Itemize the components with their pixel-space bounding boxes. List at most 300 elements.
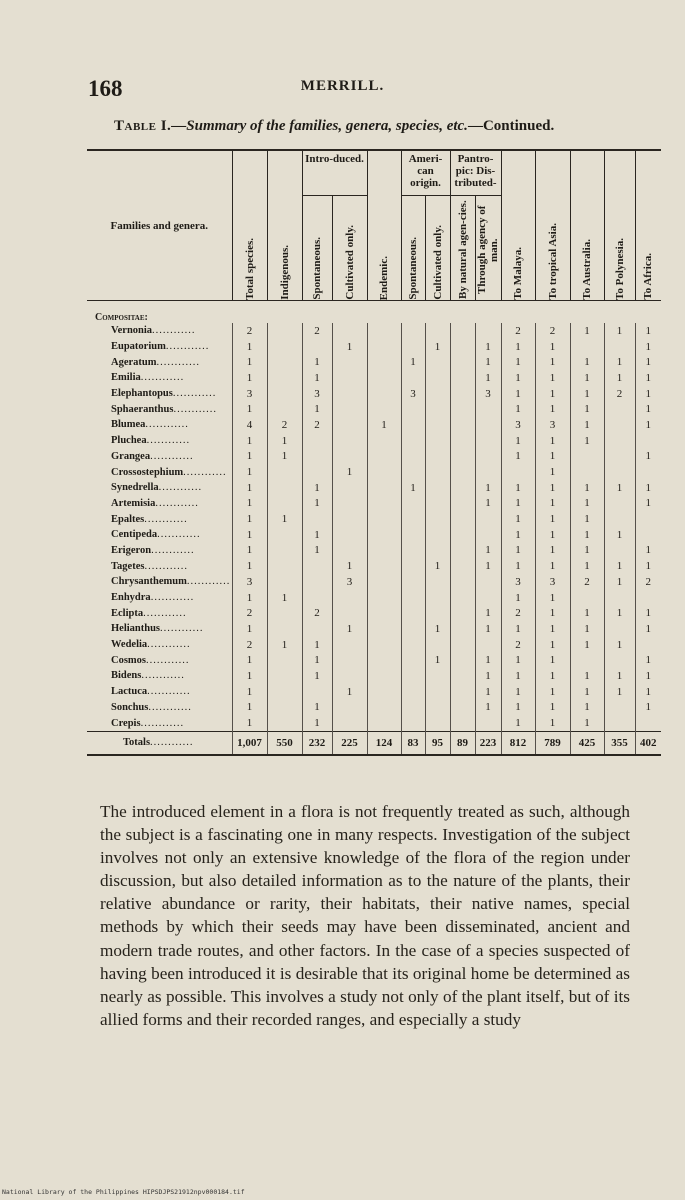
col-endemic: Endemic.: [367, 150, 401, 301]
total-value-cell: 402: [635, 731, 661, 755]
value-cell: [475, 527, 501, 543]
genus-name-cell: [87, 339, 232, 355]
leader-dots: ............: [147, 639, 191, 651]
table-header: [87, 150, 661, 301]
genus-name-cell: [87, 354, 232, 370]
value-cell: [267, 339, 302, 355]
value-cell: 1: [232, 354, 267, 370]
value-cell: 1: [604, 354, 635, 370]
value-cell: [332, 668, 367, 684]
value-cell: 1: [501, 401, 535, 417]
value-cell: 1: [267, 433, 302, 449]
value-cell: [367, 668, 401, 684]
value-cell: 3: [232, 574, 267, 590]
leader-dots: ............: [160, 623, 204, 635]
value-cell: [604, 700, 635, 716]
page-number: 168: [88, 76, 123, 101]
genus-name: Eupatorium: [111, 341, 166, 353]
value-cell: [604, 339, 635, 355]
value-cell: 1: [570, 668, 604, 684]
value-cell: 1: [604, 480, 635, 496]
value-cell: 1: [604, 668, 635, 684]
value-cell: 1: [604, 684, 635, 700]
value-cell: [267, 496, 302, 512]
leader-dots: ............: [145, 419, 189, 431]
value-cell: [367, 558, 401, 574]
value-cell: 3: [535, 417, 570, 433]
value-cell: 1: [232, 527, 267, 543]
table-row: [87, 543, 661, 559]
value-cell: [425, 449, 450, 465]
value-cell: [450, 668, 475, 684]
table-row: [87, 527, 661, 543]
value-cell: [401, 590, 425, 606]
value-cell: 2: [535, 323, 570, 339]
table-row: [87, 401, 661, 417]
value-cell: 1: [635, 386, 661, 402]
value-cell: [267, 386, 302, 402]
value-cell: [367, 590, 401, 606]
value-cell: [570, 339, 604, 355]
value-cell: [367, 401, 401, 417]
value-cell: 1: [570, 386, 604, 402]
genus-name: Helianthus: [111, 623, 161, 635]
value-cell: [604, 417, 635, 433]
caption-label: Table I.: [114, 118, 172, 134]
value-cell: [401, 511, 425, 527]
value-cell: 1: [475, 354, 501, 370]
value-cell: 1: [232, 464, 267, 480]
value-cell: [302, 339, 332, 355]
caption-title: —Summary of the families, genera, species, etc.: [171, 118, 468, 134]
value-cell: [450, 558, 475, 574]
value-cell: [425, 354, 450, 370]
genus-name-cell: [87, 574, 232, 590]
value-cell: 2: [232, 323, 267, 339]
value-cell: [570, 652, 604, 668]
genus-name: Emilia: [111, 372, 141, 384]
value-cell: 1: [475, 543, 501, 559]
value-cell: [425, 637, 450, 653]
value-cell: [475, 715, 501, 731]
value-cell: [367, 449, 401, 465]
value-cell: [367, 354, 401, 370]
value-cell: [450, 700, 475, 716]
total-value-cell: 124: [367, 731, 401, 755]
value-cell: 1: [232, 401, 267, 417]
value-cell: 1: [501, 433, 535, 449]
value-cell: [401, 323, 425, 339]
value-cell: [332, 652, 367, 668]
genus-name-cell: [87, 543, 232, 559]
genus-name: Crepis: [111, 717, 141, 729]
value-cell: [450, 621, 475, 637]
value-cell: [425, 668, 450, 684]
value-cell: 1: [232, 558, 267, 574]
value-cell: 1: [635, 621, 661, 637]
genus-name-cell: [87, 715, 232, 731]
value-cell: 1: [501, 527, 535, 543]
value-cell: 1: [332, 464, 367, 480]
value-cell: 1: [501, 449, 535, 465]
value-cell: [367, 605, 401, 621]
genus-name-cell: [87, 700, 232, 716]
value-cell: 2: [302, 323, 332, 339]
leader-dots: ............: [172, 388, 217, 400]
value-cell: 1: [232, 370, 267, 386]
value-cell: 1: [425, 621, 450, 637]
value-cell: 2: [570, 574, 604, 590]
value-cell: 1: [425, 339, 450, 355]
scan-footer: National Library of the Philippines HIPSDJPS21912npv000184.tif: [2, 1188, 245, 1196]
genus-name-cell: [87, 684, 232, 700]
value-cell: [367, 527, 401, 543]
value-cell: [332, 605, 367, 621]
value-cell: [367, 715, 401, 731]
value-cell: 1: [535, 637, 570, 653]
value-cell: 1: [475, 605, 501, 621]
col-american-spontaneous: Spontaneous.: [401, 196, 425, 301]
genus-name: Enhydra: [111, 592, 151, 604]
value-cell: [450, 449, 475, 465]
value-cell: [367, 339, 401, 355]
value-cell: 1: [232, 590, 267, 606]
value-cell: 1: [570, 637, 604, 653]
value-cell: 1: [635, 323, 661, 339]
col-to-polynesia: To Polynesia.: [604, 150, 635, 301]
value-cell: [267, 574, 302, 590]
value-cell: [425, 574, 450, 590]
value-cell: 1: [604, 370, 635, 386]
totals-label-cell: [87, 731, 232, 755]
value-cell: 1: [535, 433, 570, 449]
table-row: [87, 700, 661, 716]
value-cell: [267, 684, 302, 700]
table-row: [87, 386, 661, 402]
leader-dots: ............: [140, 717, 185, 729]
table-row: [87, 574, 661, 590]
value-cell: [267, 668, 302, 684]
col-by-natural-agencies: By natural agen-cies.: [450, 196, 475, 301]
value-cell: [425, 496, 450, 512]
value-cell: 1: [475, 700, 501, 716]
value-cell: [475, 574, 501, 590]
value-cell: [367, 370, 401, 386]
value-cell: [267, 605, 302, 621]
value-cell: [332, 590, 367, 606]
value-cell: [425, 386, 450, 402]
value-cell: 1: [535, 715, 570, 731]
leader-dots: ............: [148, 701, 192, 713]
value-cell: 2: [501, 323, 535, 339]
value-cell: 1: [501, 715, 535, 731]
value-cell: 1: [475, 652, 501, 668]
value-cell: [501, 464, 535, 480]
table-row: [87, 370, 661, 386]
value-cell: [401, 605, 425, 621]
value-cell: 1: [535, 543, 570, 559]
value-cell: [401, 558, 425, 574]
value-cell: [332, 700, 367, 716]
value-cell: [450, 543, 475, 559]
value-cell: [450, 527, 475, 543]
value-cell: [302, 449, 332, 465]
value-cell: [604, 433, 635, 449]
value-cell: [401, 401, 425, 417]
value-cell: 1: [635, 558, 661, 574]
value-cell: [401, 621, 425, 637]
genus-name: Chrysanthemum: [111, 576, 187, 588]
genus-name: Erigeron: [111, 544, 152, 556]
value-cell: 1: [501, 700, 535, 716]
value-cell: 1: [604, 637, 635, 653]
value-cell: [401, 417, 425, 433]
value-cell: [475, 401, 501, 417]
value-cell: 1: [367, 417, 401, 433]
col-to-australia: To Australia.: [570, 150, 604, 301]
leader-dots: ............: [141, 670, 185, 682]
value-cell: 1: [475, 370, 501, 386]
genus-name-cell: [87, 433, 232, 449]
value-cell: 1: [302, 543, 332, 559]
genus-name-cell: [87, 464, 232, 480]
col-total-species: Total species.: [232, 150, 267, 301]
value-cell: 1: [570, 543, 604, 559]
total-value-cell: 1,007: [232, 731, 267, 755]
genus-name-cell: [87, 370, 232, 386]
value-cell: [367, 511, 401, 527]
value-cell: 1: [570, 496, 604, 512]
value-cell: 1: [635, 417, 661, 433]
value-cell: 1: [570, 684, 604, 700]
col-to-africa: To Africa.: [635, 150, 661, 301]
value-cell: 1: [501, 480, 535, 496]
value-cell: [267, 464, 302, 480]
value-cell: 1: [302, 480, 332, 496]
table-row: [87, 652, 661, 668]
genus-name-cell: [87, 511, 232, 527]
value-cell: 1: [635, 652, 661, 668]
genus-name: Vernonia: [111, 325, 153, 337]
genus-name-cell: [87, 480, 232, 496]
value-cell: 1: [332, 684, 367, 700]
value-cell: 1: [635, 401, 661, 417]
value-cell: [367, 464, 401, 480]
value-cell: [450, 339, 475, 355]
value-cell: 1: [475, 684, 501, 700]
value-cell: 1: [635, 605, 661, 621]
genus-name-cell: [87, 496, 232, 512]
genus-name-cell: [87, 401, 232, 417]
leader-dots: ............: [186, 576, 231, 588]
value-cell: [450, 590, 475, 606]
value-cell: 1: [232, 652, 267, 668]
value-cell: [450, 401, 475, 417]
value-cell: [450, 386, 475, 402]
value-cell: 1: [401, 354, 425, 370]
value-cell: [332, 417, 367, 433]
value-cell: [401, 527, 425, 543]
value-cell: 1: [232, 433, 267, 449]
genus-name: Sonchus: [111, 701, 149, 713]
value-cell: [367, 433, 401, 449]
value-cell: [450, 652, 475, 668]
total-value-cell: 225: [332, 731, 367, 755]
value-cell: 1: [604, 323, 635, 339]
value-cell: 1: [232, 715, 267, 731]
value-cell: [425, 700, 450, 716]
value-cell: 2: [635, 574, 661, 590]
value-cell: [267, 354, 302, 370]
value-cell: 1: [302, 700, 332, 716]
value-cell: [425, 323, 450, 339]
value-cell: 3: [501, 417, 535, 433]
value-cell: [450, 574, 475, 590]
value-cell: 1: [635, 354, 661, 370]
leader-dots: ............: [144, 560, 188, 572]
body-paragraph: The introduced element in a flora is not frequently treated as such, although the subject is a fascinating one in many respects. Investigation of the subject involves not only an extensive knowledge of the flora of the region under discussion, but also detailed information as to the nature of the plants, their relative abundance or rarity, their habitats, their native names, special methods by which their seeds may have been disseminated, ancient and modern trade routes, and other factors. In the case of a species suspected of having been introduced it is desirable that its original home be determined as nearly as possible. This involves a study not only of the plant itself, but of its allied forms and their recorded ranges, and especially a study: [100, 802, 630, 1029]
leader-dots: ............: [144, 513, 188, 525]
value-cell: [425, 370, 450, 386]
leader-dots: ............: [155, 497, 199, 509]
table-row: [87, 590, 661, 606]
value-cell: 1: [635, 449, 661, 465]
value-cell: [367, 700, 401, 716]
value-cell: [475, 464, 501, 480]
value-cell: 1: [501, 558, 535, 574]
value-cell: 2: [501, 637, 535, 653]
value-cell: [425, 433, 450, 449]
value-cell: [267, 621, 302, 637]
value-cell: 1: [535, 386, 570, 402]
value-cell: [401, 370, 425, 386]
value-cell: 1: [332, 621, 367, 637]
value-cell: [450, 433, 475, 449]
value-cell: 1: [232, 700, 267, 716]
table-row: [87, 605, 661, 621]
value-cell: [450, 511, 475, 527]
genus-name: Sphaeranthus: [111, 403, 174, 415]
value-cell: 1: [501, 621, 535, 637]
value-cell: [604, 590, 635, 606]
value-cell: 1: [232, 684, 267, 700]
value-cell: [302, 433, 332, 449]
genus-name: Grangea: [111, 450, 151, 462]
value-cell: [367, 323, 401, 339]
value-cell: [332, 323, 367, 339]
genus-name: Ageratum: [111, 356, 157, 368]
value-cell: [635, 433, 661, 449]
genus-name-cell: [87, 386, 232, 402]
value-cell: [401, 449, 425, 465]
value-cell: 1: [570, 323, 604, 339]
value-cell: 1: [302, 370, 332, 386]
value-cell: 1: [501, 354, 535, 370]
value-cell: [332, 511, 367, 527]
col-group-pantropic: Pantro-pic: Dis-tributed-: [450, 150, 501, 196]
value-cell: 1: [232, 511, 267, 527]
value-cell: [267, 480, 302, 496]
value-cell: 1: [501, 496, 535, 512]
value-cell: [450, 496, 475, 512]
value-cell: [475, 637, 501, 653]
value-cell: [425, 417, 450, 433]
table-row: [87, 464, 661, 480]
table-row: [87, 339, 661, 355]
table-row: [87, 511, 661, 527]
table-row: [87, 621, 661, 637]
value-cell: 1: [570, 354, 604, 370]
value-cell: 1: [302, 668, 332, 684]
value-cell: 1: [535, 652, 570, 668]
value-cell: [425, 590, 450, 606]
genus-name: Lactuca: [111, 686, 148, 698]
value-cell: [450, 464, 475, 480]
value-cell: [332, 496, 367, 512]
genus-name-cell: [87, 637, 232, 653]
value-cell: [267, 700, 302, 716]
value-cell: 1: [232, 668, 267, 684]
table-caption: [114, 118, 554, 135]
value-cell: 1: [570, 511, 604, 527]
value-cell: [302, 684, 332, 700]
value-cell: [302, 590, 332, 606]
value-cell: [401, 496, 425, 512]
table-row: [87, 433, 661, 449]
value-cell: [425, 684, 450, 700]
table-row: [87, 715, 661, 731]
value-cell: [332, 401, 367, 417]
genus-name: Artemisia: [111, 497, 156, 509]
value-cell: 1: [501, 543, 535, 559]
value-cell: 1: [475, 621, 501, 637]
value-cell: [267, 715, 302, 731]
genus-name: Bidens: [111, 670, 142, 682]
value-cell: 1: [501, 590, 535, 606]
value-cell: [332, 637, 367, 653]
total-value-cell: 812: [501, 731, 535, 755]
value-cell: [425, 527, 450, 543]
value-cell: 1: [501, 339, 535, 355]
total-value-cell: 223: [475, 731, 501, 755]
value-cell: [475, 323, 501, 339]
table-row: [87, 558, 661, 574]
table-row: [87, 496, 661, 512]
leader-dots: ............: [146, 654, 190, 666]
value-cell: [332, 386, 367, 402]
value-cell: 1: [635, 684, 661, 700]
leader-dots: ............: [183, 466, 227, 478]
value-cell: 1: [535, 354, 570, 370]
value-cell: [367, 496, 401, 512]
value-cell: [425, 480, 450, 496]
value-cell: [604, 464, 635, 480]
genus-name-cell: [87, 668, 232, 684]
genus-name: Elephantopus: [111, 388, 173, 400]
value-cell: 1: [604, 574, 635, 590]
value-cell: 1: [535, 464, 570, 480]
value-cell: 1: [635, 543, 661, 559]
value-cell: [401, 574, 425, 590]
value-cell: 1: [570, 417, 604, 433]
value-cell: 1: [267, 511, 302, 527]
value-cell: [635, 511, 661, 527]
caption-continued: —Continued.: [467, 118, 555, 134]
value-cell: 1: [535, 700, 570, 716]
value-cell: [332, 449, 367, 465]
col-introduced-cultivated: Cultivated only.: [332, 196, 367, 301]
leader-dots: ............: [152, 325, 196, 337]
